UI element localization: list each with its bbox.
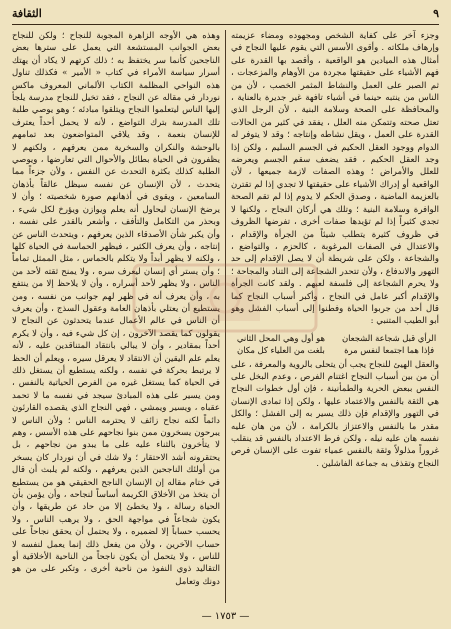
poem-first-hemistich: الرأي قبل شجاعة الشجعان [341,332,437,343]
page-header [12,4,439,22]
left-column-paragraph: وهذه هي الأوجه الزاهرة المجوبة للنجاح ؛ ولكن للنجاح بعض الجوانب المستشعة التي يعمل على سترها بعض الناجحين كأنما سر يختفظ به ؛ ذلك كرتهم لا يكاد أن يهتك أسرار سياسة الأمراء في كتاب « الأمير » فكذلك تناول هذه النواحي المظلمة الكتاب الألماني المعروف ماكس نوردار في مقاله عن النجاح ، فقد تخيل للنجاح مدرسة يلجأ إليها الناس ليتعلموا النجاح ويتلقوا مبادئه ؛ وهو يوصي طلبة تلك المدرسة بترك التواضع ، لأنه لا يحمل أحداً يعترف للإنسان بنعمة ، وقد يلاقي المتواضعون بعد تمامهم بالوحشة والنكران والسخرية ممن يعرفهم ، ولكنهم لا يظفرون في الحياة بطائل والأحوال التي تعارضها ، ويوصي الطلبة كذلك بكثرة التحدث عن النفس ، ولأن جزءاً مما يتحدث ، لأن الإنسان عن نفسه سيظل عالقاً بأذهان السامعين ، ويقوى في أذهانهم صورة شخصيته ؛ وأن لا يرضخ الإنسان ليحاول أنه يعلم ويوازن ويؤرخ لكل شيء ، وبحذر من التكامل والتأفف ، وأشعر بالقدر على نفسه ، وأن يكبر شأن الأصدقاء الذين يعرفهم ، ويتحدث الناس عن إنتاجه ، وأن يعرف الكثير ، فيظهر الحماسة في الحياة كلها ، ولكنه لا يظهر أبداً ولا يتكلم بالحماس ، مثل الممثل تماماً ؛ وأن يستر أي إنسان ليعرف سره ، ولا يمنح ثقته لأحد من الناس ، ولا يظهر لأحد أسراره ، وأن لا يلاحظ إلا من ينتفع به ، وأن يعرف أنه في ظهر لهم جوانب من نفسه ، ومن يستطيع أن يعتلي بأذهان العامة وعقول السذج ، وأن يعرف أن الناس في عالم الأعمال عندما يتحدثون عن النجاح لا يقولون كما يقصد الآخرون ، إن كل شيء فيه ، وأن لا يكرم أحداً بمقادير ، وأن لا يبالي بانتقاد المتناقدين عليه ، لأنه يعلم علم اليقين أن الانتقاد لا يعرقل سيره ، ويعلم أن الحظ لا يرتبط بحركة في نفسه ، ولكنه يستطيع أن يستغل ذلك في الحياة كما يستغل غيره من الفرص الحياتية بالنفس ، ومن يسير على هذه المبادئ سيجد في نفسه ما لا تحمد عقباه ، ويسير ويمشي ، فهي النجاح الذي يقصده القارئون دائماً لكنه نجاح زائف لا يحترمه الناس ؛ ولأن الناس لا يبرحون يسخرون ممن بنوا نجاحهم على هذه الأسس ، وهم لا يتأخرون بالثناء عليه على ما يبدو من نجاحهم ، بل يحتقرونه أشد الاحتقار ؛ ولا شك في أن نوردار كان يسخر من أولئك الناجحين الذين يعرفهم ، ولكنه لم يلبث أن قال في ختام مقاله إن الإنسان الناجح الحقيقي هو من يستطيع أن يتخذ من الأخلاق الكريمة أساساً لنجاحه ، وأن يؤمن بأن الحياة رسالة ، ولا يخطئ إلا من حاد عن طريقها ، وأن يكون شجاعاً في مواجهة الحق ، ولا يرهب الناس ، ولا يحسب حساباً إلا لضميره ، ولا يحتمل أن يحقق نجاحاً على حساب الآخرين ، ولأن من يفعل ذلك إنما يعمل لنفسه لا للناس ، ولا يتحمل أن يكون ناجحاً من الناحية الأخلاقية أو التقاليد ذوي النفوذ من ناحية أخرى ، وتكبر على من هو دونك وتعامل [12,31,220,587]
page-number-top: ٩ [433,6,439,20]
left-column [12,30,220,603]
poem [231,332,439,357]
poem-verse [231,332,439,344]
poem-second-hemistich: هو أول وهي المحل الثاني [236,332,325,343]
header-rule [12,24,439,25]
right-column-closing: والعقل الهيئ للنجاح يجب أن يتحلى بالروية والمعرفة ، على أن من بين أسباب النجاح اغتنام الفرص ، وعدم البخل على النفس ببعض الحرية والطمأنينة ، فإن أول خطوات النجاح هي الثقة بالنفس والاعتماد عليها ، ولكن إذا تمادى الإنسان في التهور والإقدام فإن ذلك يسير به إلى الفشل ؛ والكل مقدر ما بالنفس والاعتزاز بالكرامة ، لأن من هان عليه نفسه هان عليه نيله ، ولكن فرط الاعتداد بالنفس قد ينقلب غروراً مذلولاً وثقة بالنفس عمياء تفوت على الإنسان فرص النجاح وتقذف به جماعة الفاشلين . [231,359,439,469]
magazine-title: الثقافة [12,6,42,20]
column-divider [225,30,226,603]
right-column-paragraph: وجزء آخر على كفاية الشخص ومجهوده ومضاء عزيمته وإرهاف ملكاته . وأقوى الأسس التي يقوم عليها النجاح في أمثال هذه الميادين هو الواقعية ، وأقصد بها القدرة على فهم الأشياء على حقيقتها مجردة من الأوهام والمزعجات ، ثم الصبر على العمل والنشاط المثمر الخصب ، لأن من الناس من ينتبه حينما في أشياء تافهة غير جديرة بالعناية ، والمحافظة على الصحة وسلامة البنية ، لأن الرجل الذي تعتل صحته وتتمكن منه العلل ، يفقد في كثير من الحالات القدرة على العمل ، ويقل نشاطه وإنتاجه ؛ وقد لا يتوفر له الدوام ووجود العقل الحكيم في الجسم السليم ، ولكن إذا وجد العقل الحكيم ، فقد يضعف سقم الجسم ويعرضه للعلل والأمراض ؛ وهذه الصفات لازمة جميعها ، لأن الواقعية أو إدراك الأشياء على حقيقتها لا تجدي إذا لم تقترن بالعزيمة الماضية ، وصدق الحكم لا يدوم إذا لم تقم الصحة الوافرة وسلامة البنية ؛ وتلك هي أركان النجاح ، ولكنها لا تجدي كثيراً إذا لم تؤيدها صفات أخرى ، تفرضها الظروف في ظروف كثيرة يتطلب شيئاً من الجرأة والإقدام ، والاعتدال في الصفات المرغوبة ، كالحزم ، والتواضع ، والشجاعة ، ولكن على شريطة أن لا يصل الإقدام إلى حد التهور والاندفاع ، ولأن تتحدر الشجاعة إلى التناد والمجاحة ؛ ولا يحرم الشجاعة إلى فلسفة لعبهم . ولقد كانت الجرأة والإقدام أكبر عامل في النجاح ، وأكبر أسباب النجاح كما قال أحد من جربوا الحياة وفطنوا إلى أسباب الفشل وهو أبو الطيب المتنبي : [231,31,439,327]
right-column [231,30,439,603]
poem-second-hemistich: بلغت من العلياء كل مكان [237,345,325,356]
page-footer [0,611,451,622]
poem-first-hemistich: فإذا هما اجتمعا لنفس مرة [344,345,435,356]
page-number-bottom: — ١٧٥٣ — [201,611,250,622]
text-columns [12,30,439,603]
poem-verse [231,344,439,356]
